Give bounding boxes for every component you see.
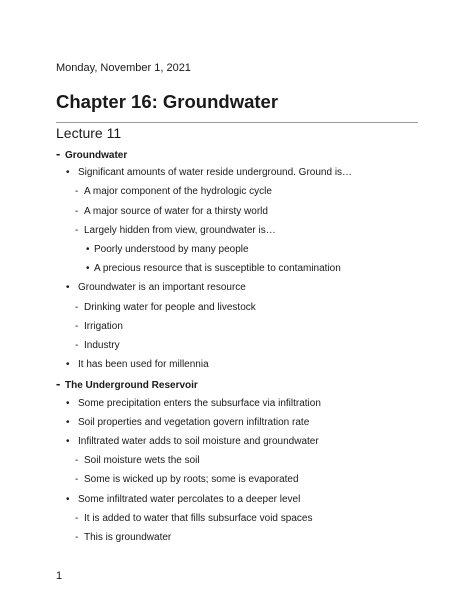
outline-item	[66, 281, 246, 294]
outline-text: A major component of the hydrologic cycle	[84, 186, 272, 198]
outline-text: A precious resource that is susceptible to contamination	[94, 263, 341, 275]
outline-item	[66, 166, 352, 179]
outline-text: It has been used for millennia	[78, 359, 209, 371]
bullet-marker: •	[86, 263, 90, 275]
dash-marker: -	[56, 376, 61, 392]
outline-item	[75, 301, 256, 314]
outline-item	[86, 262, 341, 275]
outline-text: Some infiltrated water percolates to a deeper level	[78, 493, 301, 505]
outline-text: A major source of water for a thirsty world	[84, 205, 268, 217]
title-divider	[56, 122, 418, 123]
bullet-marker: •	[66, 436, 70, 447]
dash-marker: -	[75, 532, 79, 543]
outline-text: Poorly understood by many people	[94, 244, 249, 255]
bullet-marker: •	[66, 167, 70, 179]
outline-text: Soil properties and vegetation govern infiltration rate	[78, 416, 310, 428]
bullet-marker: •	[86, 244, 90, 255]
dash-marker: -	[75, 205, 79, 217]
outline-item	[75, 454, 200, 467]
dash-marker: -	[56, 146, 61, 161]
dash-marker: -	[75, 455, 79, 467]
outline-item	[75, 320, 123, 333]
outline-item	[66, 397, 321, 410]
lecture-heading: Lecture 11	[56, 125, 122, 141]
bullet-marker: •	[66, 282, 70, 294]
dash-marker: -	[75, 340, 79, 351]
dash-marker: -	[75, 301, 79, 313]
dash-marker: -	[75, 512, 79, 524]
outline-item	[75, 224, 276, 237]
outline-text: The Underground Reservoir	[65, 380, 198, 392]
outline-text: Groundwater	[65, 150, 128, 161]
outline-text: This is groundwater	[84, 532, 172, 543]
bullet-marker: •	[66, 397, 70, 409]
page-number: 1	[56, 570, 63, 582]
outline-item	[75, 205, 268, 218]
note-date: Monday, November 1, 2021	[56, 62, 191, 74]
outline-item	[86, 243, 249, 256]
outline-item	[75, 531, 171, 544]
outline-item	[75, 512, 312, 525]
outline-text: Soil moisture wets the soil	[84, 455, 200, 467]
bullet-marker: •	[66, 359, 70, 371]
outline-item	[66, 493, 300, 506]
bullet-marker: •	[66, 493, 70, 505]
outline-text: Drinking water for people and livestock	[84, 301, 256, 313]
dash-marker: -	[75, 320, 79, 332]
dash-marker: -	[75, 186, 79, 198]
dash-marker: -	[75, 224, 79, 236]
dash-marker: -	[75, 474, 79, 486]
outline-item	[75, 473, 299, 486]
outline-item	[75, 339, 120, 352]
outline-text: It is added to water that fills subsurface void spaces	[84, 512, 313, 524]
outline-item	[66, 435, 319, 448]
outline-text: Largely hidden from view, groundwater is…	[84, 224, 276, 236]
page-title: Chapter 16: Groundwater	[56, 91, 279, 112]
outline-item	[75, 185, 272, 198]
outline-item	[66, 358, 209, 371]
outline-text: Groundwater is an important resource	[78, 282, 246, 294]
outline-item	[66, 416, 309, 429]
outline-text: Infiltrated water adds to soil moisture and groundwater	[78, 436, 319, 447]
section-heading	[56, 377, 198, 392]
outline-text: Irrigation	[84, 320, 123, 332]
outline-text: Significant amounts of water reside underground. Ground is…	[78, 167, 353, 179]
bullet-marker: •	[66, 416, 70, 428]
outline-text: Some precipitation enters the subsurface via infiltration	[78, 397, 321, 409]
outline-text: Some is wicked up by roots; some is evaporated	[84, 474, 299, 486]
section-heading	[56, 147, 127, 162]
outline-text: Industry	[84, 340, 120, 351]
